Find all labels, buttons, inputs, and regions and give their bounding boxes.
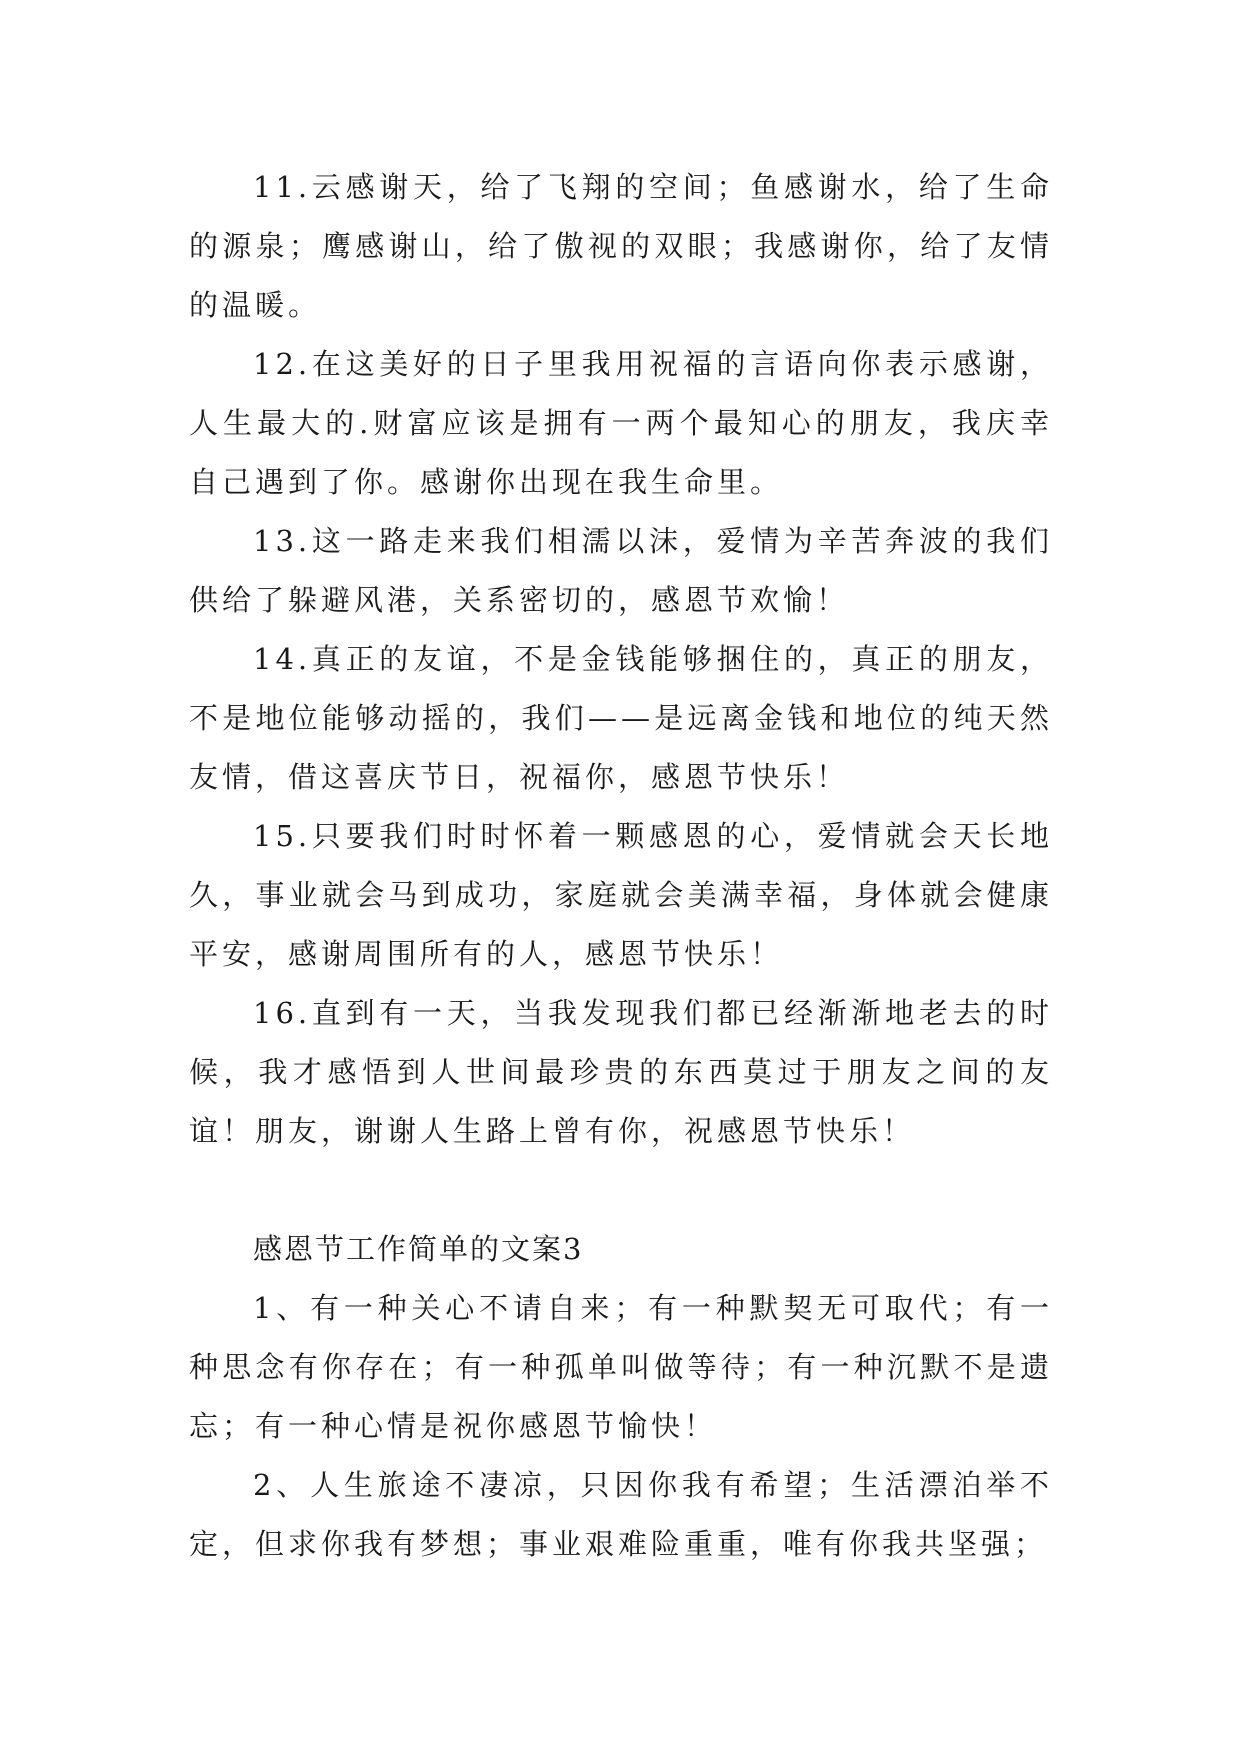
section-heading: 感恩节工作简单的文案3 [253, 1232, 584, 1266]
paragraph-12: 12.在这美好的日子里我用祝福的言语向你表示感谢，人生最大的.财富应该是拥有一两个最知心的朋友，我庆幸自己遇到了你。感谢你出现在我生命里。 [189, 347, 1053, 499]
document-body [189, 158, 1053, 1574]
paragraph-11: 11.云感谢天，给了飞翔的空间；鱼感谢水，给了生命的源泉；鹰感谢山，给了傲视的双眼；我感谢你，给了友情的温暖。 [189, 170, 1053, 322]
section-spacer [189, 1161, 1053, 1220]
paragraph-15: 15.只要我们时时怀着一颗感恩的心，爱情就会天长地久，事业就会马到成功，家庭就会美满幸福，身体就会健康平安，感谢周围所有的人，感恩节快乐！ [189, 819, 1053, 971]
paragraph-16: 16.直到有一天，当我发现我们都已经渐渐地老去的时候，我才感悟到人世间最珍贵的东西莫过于朋友之间的友谊！朋友，谢谢人生路上曾有你，祝感恩节快乐！ [189, 996, 1053, 1148]
paragraph-s3-2: 2、人生旅途不凄凉，只因你我有希望；生活漂泊举不定，但求你我有梦想；事业艰难险重重，唯有你我共坚强； [189, 1468, 1053, 1561]
paragraph-13: 13.这一路走来我们相濡以沫，爱情为辛苦奔波的我们供给了躲避风港，关系密切的，感恩节欢愉！ [189, 524, 1053, 617]
paragraph-14: 14.真正的友谊，不是金钱能够捆住的，真正的朋友，不是地位能够动摇的，我们——是远离金钱和地位的纯天然友情，借这喜庆节日，祝福你，感恩节快乐！ [189, 642, 1053, 794]
paragraph-s3-1: 1、有一种关心不请自来；有一种默契无可取代；有一种思念有你存在；有一种孤单叫做等待；有一种沉默不是遗忘；有一种心情是祝你感恩节愉快！ [189, 1291, 1053, 1443]
